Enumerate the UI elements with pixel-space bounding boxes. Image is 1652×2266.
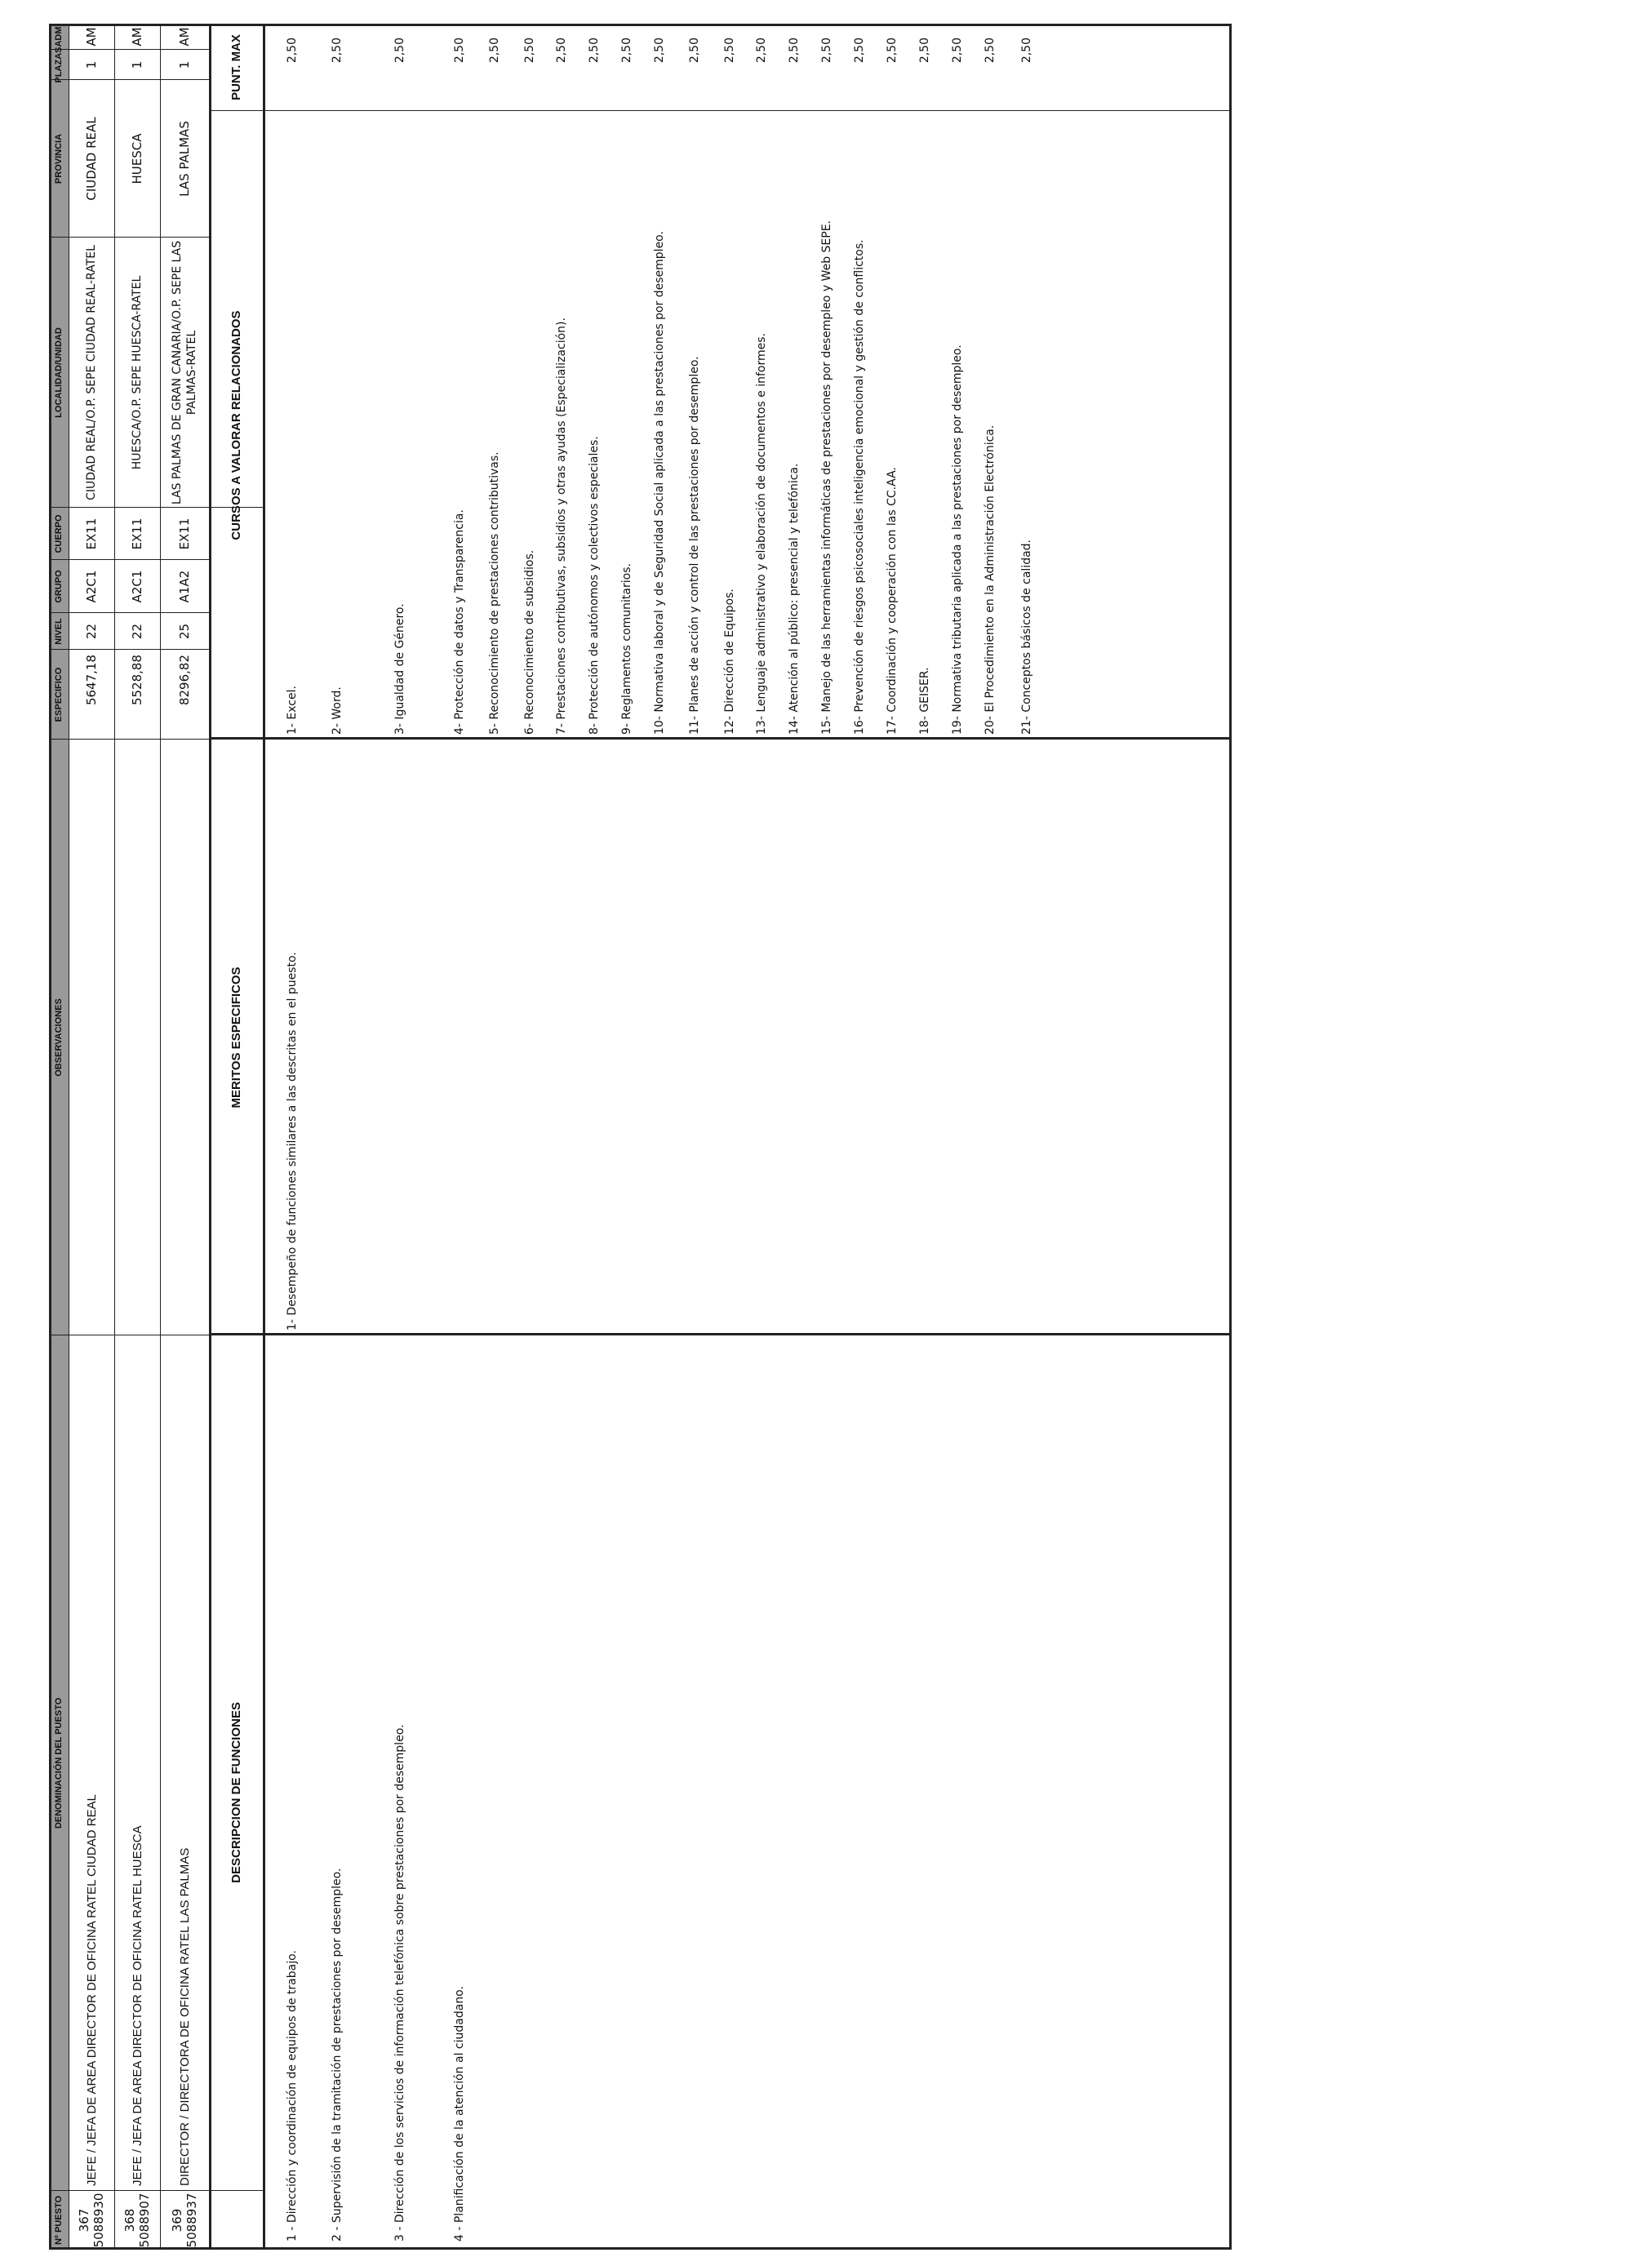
curso-item: 3- Igualdad de Género. [393,603,406,735]
row-1-plazas: 1 [84,60,99,69]
merito-item: 1- Desempeño de funciones similares a las descritas en el puesto. [286,952,299,1331]
header-grupo: GRUPO [54,570,64,603]
header-localidad: LOCALIDAD/UNIDAD [54,327,64,418]
row-2-cuerpo: EX11 [130,518,144,550]
curso-punt: 2,50 [688,38,701,64]
job-posting-table [49,24,1231,2250]
row-2-denominacion: JEFE / JEFA DE AREA DIRECTOR DE OFICINA RATEL HUESCA [130,1825,144,2186]
curso-item: 13- Lenguaje administrativo y elaboración de documentos e informes. [755,332,768,735]
curso-item: 15- Manejo de las herramientas informáticas de prestaciones por desempleo y Web SEPE. [820,220,833,735]
row-2-code: 5088907 [137,2193,152,2248]
curso-punt: 2,50 [286,38,299,64]
col-line-lower-1 [209,1333,1231,1335]
curso-punt: 2,50 [723,38,736,64]
row-2-provincia: HUESCA [130,133,144,184]
row-2-num-cell [114,2191,160,2250]
curso-item: 20- El Procedimiento en la Administración Electrónica. [984,424,997,735]
row-3-denominacion: DIRECTOR / DIRECTORA DE OFICINA RATEL LAS PALMAS [177,1847,192,2186]
row-3-localidad [160,238,209,508]
curso-punt: 2,50 [588,38,601,64]
row-1-grupo: A2C1 [84,570,99,603]
curso-punt: 2,50 [820,38,833,64]
curso-item: 1- Excel. [286,686,299,735]
header-nivel: NIVEL [54,618,64,645]
curso-item: 5- Reconocimiento de prestaciones contributivas. [488,451,501,735]
curso-item: 14- Atención al público: presencial y telefónica. [788,463,801,735]
row-1-nivel: 22 [84,623,99,640]
funcion-item: 3 - Dirección de los servicios de información telefónica sobre prestaciones por desempleo. [393,1724,406,2242]
meritos-title: MERITOS ESPECIFICOS [229,966,243,1109]
row-1-observaciones [69,743,114,1331]
row-1-provincia: CIUDAD REAL [84,117,99,201]
curso-item: 7- Prestaciones contributivas, subsidios y otras ayudas (Especialización). [555,318,568,735]
curso-punt: 2,50 [523,38,536,64]
row-3-cuerpo: EX11 [177,518,192,550]
row-3-localidad-line1: LAS PALMAS DE GRAN CANARIA/O.P. SEPE LAS [171,240,184,505]
row-3-localidad-line2: PALMAS-RATEL [185,330,198,415]
curso-item: 4- Protección de datos y Transparencia. [453,509,466,735]
curso-punt: 2,50 [951,38,964,64]
curso-punt: 2,50 [886,38,899,64]
curso-item: 10- Normativa laboral y de Seguridad Social aplicada a las prestaciones por desempleo. [653,231,666,735]
row-3-adm: AM [177,27,192,47]
row-2-grupo: A2C1 [130,570,144,603]
row-3-grupo: A1A2 [177,570,192,603]
funcion-item: 1 - Dirección y coordinación de equipos de trabajo. [286,1950,299,2242]
row-3-num: 369 [170,2208,184,2233]
row-3-observaciones [160,743,209,1331]
header-cuerpo: CUERPO [54,514,64,553]
row-3-plazas: 1 [177,60,192,69]
curso-item: 18- GEISER. [918,667,931,735]
curso-item: 21- Conceptos básicos de calidad. [1020,540,1033,735]
row-3-nivel: 25 [177,623,192,640]
row-2-plazas: 1 [130,60,144,69]
curso-punt: 2,50 [853,38,866,64]
curso-punt: 2,50 [1020,38,1033,64]
header-provincia: PROVINCIA [54,133,64,184]
curso-item: 2- Word. [331,686,344,735]
row-1-adm: AM [84,27,99,47]
col-line-lower-2 [209,737,1231,740]
row-2-especifico: 5528,88 [130,655,144,706]
curso-punt: 2,50 [755,38,768,64]
curso-punt: 2,50 [918,38,931,64]
row-1-especifico: 5647,18 [84,655,99,706]
curso-punt: 2,50 [984,38,997,64]
row-1-cuerpo: EX11 [84,518,99,550]
funcion-item: 4 - Planificación de la atención al ciudadano. [453,1986,466,2242]
row-2-observaciones [114,743,160,1331]
row-1-localidad: CIUDAD REAL/O.P. SEPE CIUDAD REAL-RATEL [85,245,98,500]
header-plazas: PLAZAS [54,47,64,83]
row-2-num: 368 [122,2208,137,2233]
curso-punt: 2,50 [331,38,344,64]
funciones-title: DESCRIPCION DE FUNCIONES [229,1702,243,1883]
curso-punt: 2,50 [393,38,406,64]
border-bottom [1229,24,1232,2250]
punt-title: PUNT. MAX [229,34,243,100]
row-3-code: 5088937 [184,2193,199,2248]
row-3-especifico: 8296,82 [177,655,192,706]
row-2-adm: AM [130,27,144,47]
curso-punt: 2,50 [555,38,568,64]
curso-punt: 2,50 [653,38,666,64]
cursos-title: CURSOS A VALORAR RELACIONADOS [229,310,243,540]
curso-punt: 2,50 [453,38,466,64]
curso-item: 9- Reglamentos comunitarios. [620,563,633,735]
curso-item: 6- Reconocimiento de subsidios. [523,549,536,735]
row-1-num: 367 [77,2208,91,2233]
row-3-provincia: LAS PALMAS [177,121,192,197]
row-2-localidad: HUESCA/O.P. SEPE HUESCA-RATEL [131,275,144,470]
col-line-punt [209,110,1231,111]
curso-item: 12- Dirección de Equipos. [723,589,736,735]
row-3-num-cell [160,2191,209,2250]
curso-item: 8- Protección de autónomos y colectivos especiales. [588,436,601,735]
header-adm: ADM [54,26,64,47]
row-2-nivel: 22 [130,623,144,640]
header-observaciones: OBSERVACIONES [54,998,64,1077]
section-header-divider [263,24,265,2250]
row-1-denominacion: JEFE / JEFA DE AREA DIRECTOR DE OFICINA RATEL CIUDAD REAL [84,1794,99,2186]
funcion-item: 2 - Supervisión de la tramitación de prestaciones por desempleo. [331,1868,344,2242]
curso-item: 11- Planes de acción y control de las prestaciones por desempleo. [688,356,701,735]
row-1-num-cell [69,2191,114,2250]
curso-punt: 2,50 [788,38,801,64]
curso-item: 19- Normativa tributaria aplicada a las prestaciones por desempleo. [951,344,964,735]
curso-punt: 2,50 [620,38,633,64]
header-especifico: ESPECIFICO [54,667,64,722]
header-num-puesto: Nº PUESTO [54,2195,64,2246]
row-1-code: 5088930 [91,2193,106,2248]
header-denominacion: DENOMINACIÓN DEL PUESTO [54,1697,64,1829]
curso-item: 17- Coordinación y cooperación con las CC.AA. [886,467,899,735]
curso-item: 16- Prevención de riesgos psicosociales inteligencia emocional y gestión de conflictos. [853,239,866,735]
curso-punt: 2,50 [488,38,501,64]
